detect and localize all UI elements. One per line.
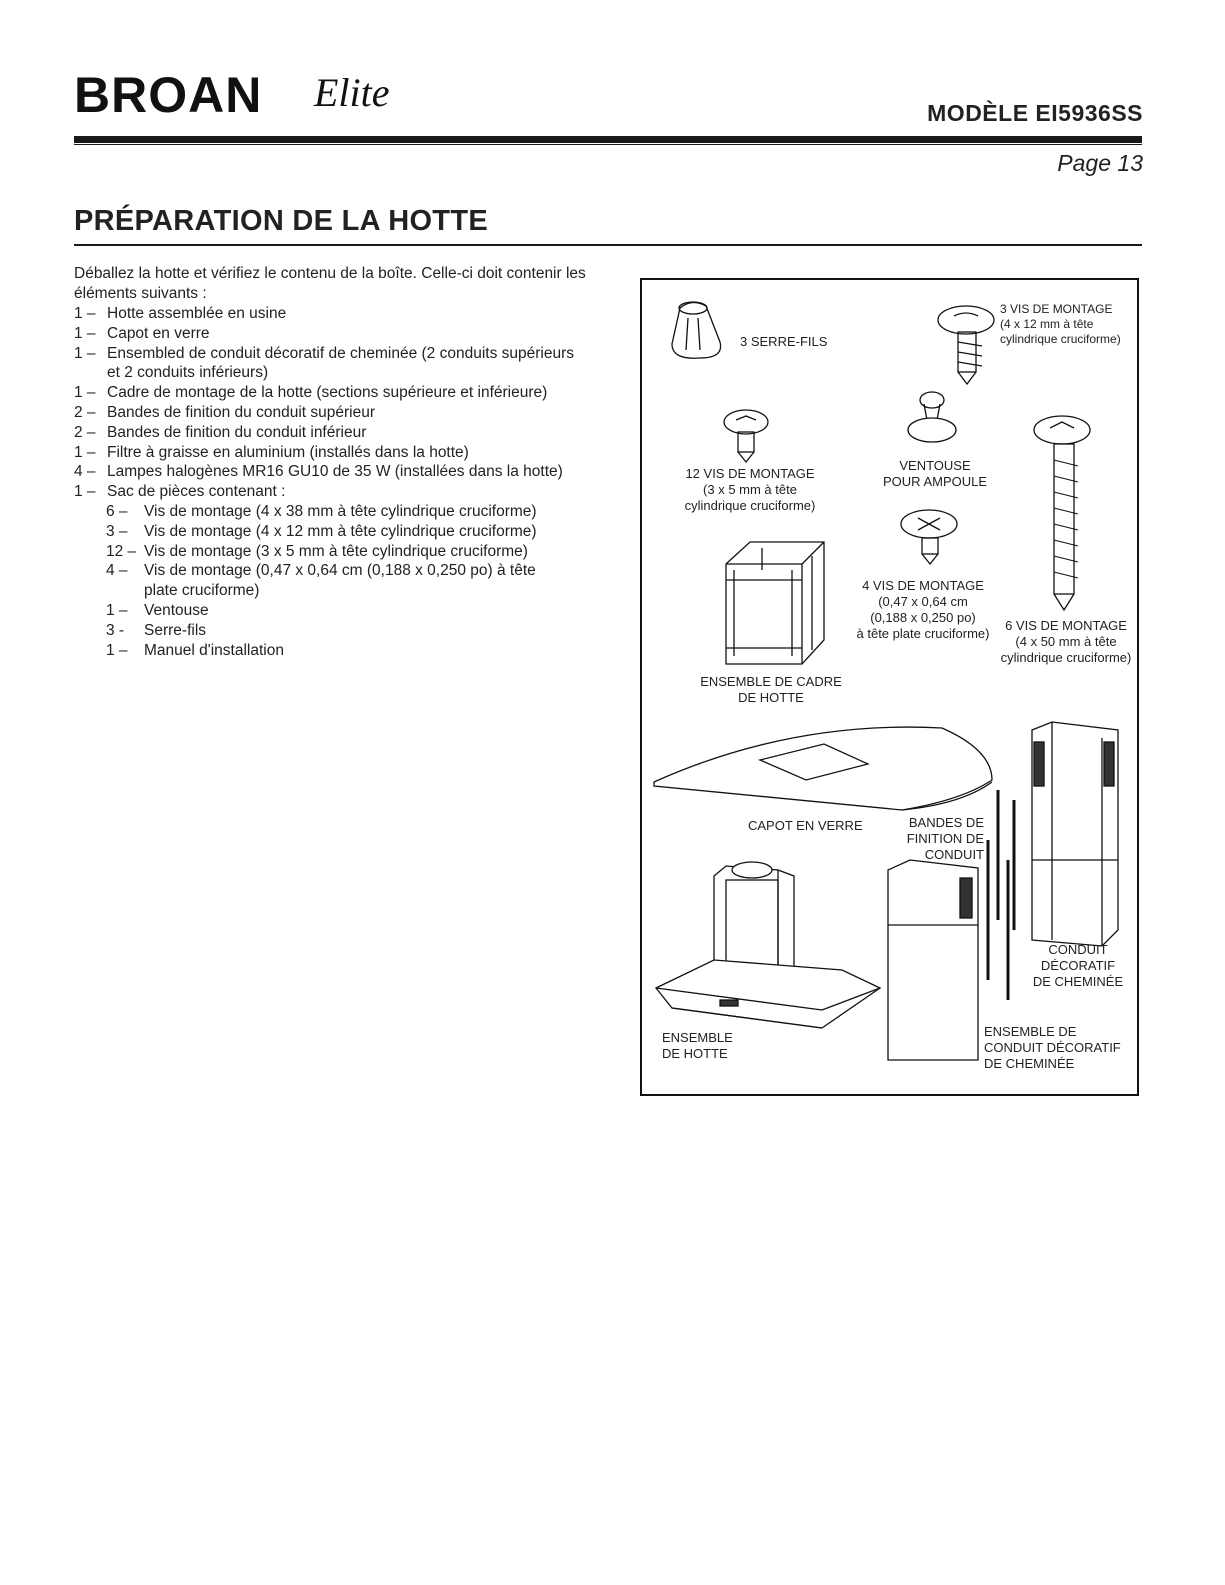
brand-sub-name: Elite [314, 70, 390, 115]
list-item [74, 344, 614, 384]
list-item [106, 561, 614, 601]
wire-nut-icon [672, 302, 721, 358]
label-vis-3: 3 VIS DE MONTAGE (4 x 12 mm à tête cylindrique cruciforme) [1000, 302, 1121, 346]
list-item [106, 601, 614, 621]
label-vis-4: 4 VIS DE MONTAGE (0,47 x 0,64 cm (0,188 x 0,250 po) à tête plate cruciforme) [856, 578, 990, 641]
item-text: Vis de montage (4 x 12 mm à tête cylindrique cruciforme) [144, 522, 537, 540]
intro-paragraph: Déballez la hotte et vérifiez le contenu de la boîte. Celle-ci doit contenir les éléments suivants : [74, 265, 586, 302]
item-text: Cadre de montage de la hotte (sections supérieure et inférieure) [107, 384, 548, 402]
label-ensemble-hotte: ENSEMBLE DE HOTTE [662, 1030, 733, 1061]
list-item [74, 324, 614, 344]
page-number: Page 13 [1057, 150, 1143, 176]
chimney-duct-icon [888, 860, 978, 1060]
item-qty: 1 – [74, 344, 96, 362]
mounting-frame-icon [726, 542, 824, 664]
list-item [74, 462, 614, 482]
glass-canopy-icon [654, 727, 992, 810]
small-screw-icon [724, 410, 768, 462]
list-item [74, 482, 614, 502]
item-qty: 12 – [106, 542, 137, 560]
header-rule-thin [74, 144, 1142, 145]
label-vis-12: 12 VIS DE MONTAGE (3 x 5 mm à tête cylindrique cruciforme) [684, 466, 816, 513]
item-text: Manuel d'installation [144, 641, 284, 659]
item-qty: 1 – [74, 305, 96, 322]
list-item [106, 542, 614, 562]
list-item [74, 403, 614, 423]
bag-contents-list [106, 502, 614, 660]
brand-logo [74, 66, 454, 128]
parts-list [74, 304, 614, 660]
item-qty: 1 – [74, 483, 96, 501]
short-screw-icon [938, 306, 994, 384]
suction-cup-icon [908, 392, 956, 442]
item-qty: 1 – [74, 324, 96, 342]
item-text: Capot en verre [107, 324, 210, 342]
trim-strips-icon [988, 790, 1014, 1000]
label-conduit: CONDUIT DÉCORATIF DE CHEMINÉE [1032, 942, 1124, 989]
list-item [74, 443, 614, 463]
list-item [74, 304, 614, 324]
list-item [74, 423, 614, 443]
item-qty: 2 – [74, 403, 96, 421]
item-qty: 1 – [106, 641, 128, 659]
header-rule [74, 136, 1142, 143]
section-title: PRÉPARATION DE LA HOTTE [74, 205, 488, 237]
list-item [106, 502, 614, 522]
item-text: Vis de montage (4 x 38 mm à tête cylindrique cruciforme) [144, 502, 537, 520]
label-bandes: BANDES DE FINITION DE CONDUIT [906, 815, 984, 862]
item-qty: 3 - [106, 621, 125, 639]
item-text: Filtre à graisse en aluminium (installés dans la hotte) [107, 443, 469, 461]
chimney-duct-upper-icon [1032, 722, 1118, 946]
label-vis-6: 6 VIS DE MONTAGE (4 x 50 mm à tête cylindrique cruciforme) [1000, 618, 1132, 665]
item-qty: 4 – [74, 463, 96, 481]
item-text: Hotte assemblée en usine [107, 305, 287, 322]
item-text: Ventouse [144, 601, 209, 619]
item-text: Bandes de finition du conduit inférieur [107, 423, 367, 441]
item-qty: 4 – [106, 562, 128, 580]
item-qty: 1 – [74, 384, 96, 402]
brand-name: BROAN [74, 67, 263, 123]
list-item [106, 641, 614, 661]
title-rule [74, 244, 1142, 246]
item-qty: 3 – [106, 522, 128, 540]
item-qty: 2 – [74, 423, 96, 441]
list-item [106, 522, 614, 542]
item-text: Sac de pièces contenant : [107, 483, 286, 501]
item-qty: 6 – [106, 502, 128, 520]
item-text: Serre-fils [144, 621, 207, 639]
flat-head-screw-icon [901, 510, 957, 564]
model-number: MODÈLE EI5936SS [927, 100, 1143, 126]
hood-assembly-icon [656, 862, 880, 1028]
item-text: Lampes halogènes MR16 GU10 de 35 W (installées dans la hotte) [107, 463, 563, 481]
item-text: Ensembled de conduit décoratif de cheminée (2 conduits supérieurs et 2 conduits inférieurs) [107, 344, 574, 382]
item-qty: 1 – [74, 443, 96, 461]
label-serre-fils: 3 SERRE-FILS [740, 334, 828, 349]
label-ensemble-conduit: ENSEMBLE DE CONDUIT DÉCORATIF DE CHEMINÉE [984, 1024, 1121, 1071]
list-item [106, 621, 614, 641]
list-item [74, 383, 614, 403]
label-capot: CAPOT EN VERRE [748, 818, 863, 833]
label-cadre: ENSEMBLE DE CADRE DE HOTTE [700, 674, 842, 705]
label-ventouse: VENTOUSE POUR AMPOULE [882, 458, 988, 489]
parts-figure [640, 278, 1139, 1096]
item-qty: 1 – [106, 601, 128, 619]
item-text: Bandes de finition du conduit supérieur [107, 403, 375, 421]
item-text: Vis de montage (3 x 5 mm à tête cylindrique cruciforme) [144, 542, 528, 560]
long-screw-icon [1034, 416, 1090, 610]
item-text: Vis de montage (0,47 x 0,64 cm (0,188 x 0,250 po) à tête plate cruciforme) [144, 562, 536, 600]
